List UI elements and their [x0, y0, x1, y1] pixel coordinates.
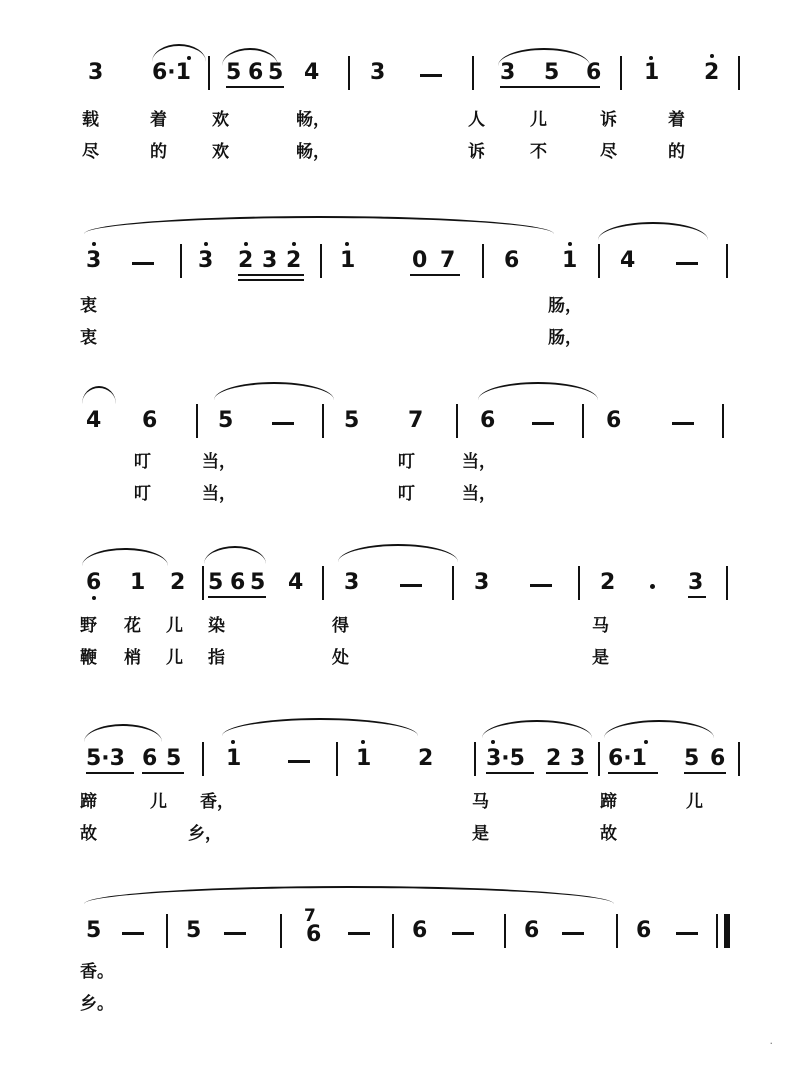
- note: 7: [440, 248, 456, 273]
- hold-dash: [562, 932, 584, 935]
- lyric: 梢: [124, 648, 141, 668]
- lyric: 的: [150, 142, 167, 162]
- note: 6: [524, 918, 540, 943]
- note: 5: [226, 60, 242, 85]
- lyric: 尽: [600, 142, 617, 162]
- note: 5: [86, 918, 102, 943]
- lyric: 当，: [202, 452, 236, 472]
- barline: [208, 56, 210, 90]
- hold-dash: [132, 262, 154, 265]
- note: 4: [620, 248, 636, 273]
- slur-arc: [84, 724, 162, 742]
- note: 2: [600, 570, 616, 595]
- lyric: 人: [468, 110, 485, 130]
- octave-dot-high: [231, 740, 235, 744]
- note: 3: [262, 248, 278, 273]
- barline: [456, 404, 458, 438]
- barline: [336, 742, 338, 776]
- accidental-seven: 7: [304, 906, 316, 926]
- octave-dot-high: [710, 54, 714, 58]
- note: 4: [86, 408, 102, 433]
- augmentation-dot: [650, 584, 655, 589]
- lyric: 蹄: [80, 792, 97, 812]
- beam: [688, 596, 706, 598]
- lyric: 当，: [462, 452, 496, 472]
- note: 3: [198, 248, 214, 273]
- lyric: 儿: [150, 792, 167, 812]
- beam: [684, 772, 726, 774]
- note: 0: [412, 248, 428, 273]
- barline: [620, 56, 622, 90]
- lyric: 肠，: [548, 328, 582, 348]
- music-system-2: [0, 210, 791, 350]
- note: 6: [86, 570, 102, 595]
- hold-dash: [288, 760, 310, 763]
- lyric: 香。: [80, 962, 114, 982]
- slur-arc: [82, 548, 168, 566]
- note: 5: [208, 570, 224, 595]
- note: 1: [340, 248, 356, 273]
- lyric: 当，: [462, 484, 496, 504]
- slur-arc: [82, 386, 116, 404]
- barline: [722, 404, 724, 438]
- lyric: 欢: [212, 110, 229, 130]
- hold-dash: [272, 422, 294, 425]
- note: 5: [250, 570, 266, 595]
- octave-dot-high: [568, 242, 572, 246]
- lyric: 指: [208, 648, 225, 668]
- barline: [598, 742, 600, 776]
- barline: [616, 914, 618, 948]
- lyric: 故: [80, 824, 97, 844]
- beam: [142, 772, 184, 774]
- note: 3·5: [486, 746, 525, 771]
- note: 3: [344, 570, 360, 595]
- octave-dot-high: [361, 740, 365, 744]
- note: 3: [688, 570, 704, 595]
- lyric: 畅，: [296, 110, 330, 130]
- note: 3: [570, 746, 586, 771]
- barline: [726, 566, 728, 600]
- note: 3: [500, 60, 516, 85]
- music-system-6: [0, 880, 791, 1020]
- lyric: 马: [592, 616, 609, 636]
- lyric: 儿: [166, 648, 183, 668]
- lyric: 是: [472, 824, 489, 844]
- note: 6·1: [608, 746, 647, 771]
- note: 7: [408, 408, 424, 433]
- lyric: 欢: [212, 142, 229, 162]
- barline: [180, 244, 182, 278]
- lyric: 香，: [200, 792, 234, 812]
- slur-arc: [598, 222, 708, 240]
- barline: [348, 56, 350, 90]
- beam: [86, 772, 134, 774]
- note: 2: [170, 570, 186, 595]
- octave-dot-high: [187, 56, 191, 60]
- note: 5·3: [86, 746, 125, 771]
- slur-arc: [338, 544, 458, 562]
- note: 6: [412, 918, 428, 943]
- final-barline-thick: [724, 914, 730, 948]
- octave-dot-high: [92, 242, 96, 246]
- lyric: 儿: [686, 792, 703, 812]
- note: 5: [166, 746, 182, 771]
- lyric: 野: [80, 616, 97, 636]
- hold-dash: [672, 422, 694, 425]
- beam: [546, 772, 588, 774]
- final-barline-thin: [716, 914, 718, 948]
- slur-arc: [204, 546, 266, 564]
- barline: [738, 742, 740, 776]
- lyric: 染: [208, 616, 225, 636]
- hold-dash: [676, 932, 698, 935]
- note: 2: [286, 248, 302, 273]
- lyric: 蹄: [600, 792, 617, 812]
- music-system-4: [0, 540, 791, 680]
- barline: [322, 566, 324, 600]
- note: 1: [562, 248, 578, 273]
- lyric: 的: [668, 142, 685, 162]
- note: 6: [504, 248, 520, 273]
- barline: [598, 244, 600, 278]
- lyric: 尽: [82, 142, 99, 162]
- note: 5: [344, 408, 360, 433]
- note: 4: [304, 60, 320, 85]
- note: 3: [88, 60, 104, 85]
- note: 2: [546, 746, 562, 771]
- music-system-5: [0, 714, 791, 854]
- note: 1: [356, 746, 372, 771]
- note: 2: [238, 248, 254, 273]
- hold-dash: [676, 262, 698, 265]
- lyric: 肠，: [548, 296, 582, 316]
- note: 1: [644, 60, 660, 85]
- hold-dash: [224, 932, 246, 935]
- octave-dot-high: [491, 740, 495, 744]
- barline: [392, 914, 394, 948]
- note: 6: [710, 746, 726, 771]
- note: 5: [268, 60, 284, 85]
- note: 6: [230, 570, 246, 595]
- note: 6: [586, 60, 602, 85]
- barline: [280, 914, 282, 948]
- beam: [500, 86, 600, 88]
- note: 2: [418, 746, 434, 771]
- lyric: 叮: [134, 484, 151, 504]
- beam: [226, 86, 284, 88]
- slur-arc: [84, 216, 554, 234]
- lyric: 乡，: [188, 824, 222, 844]
- barline: [202, 742, 204, 776]
- note: 6: [142, 408, 158, 433]
- lyric: 儿: [166, 616, 183, 636]
- lyric: 儿: [530, 110, 547, 130]
- lyric: 鞭: [80, 648, 97, 668]
- barline: [582, 404, 584, 438]
- note: 6: [606, 408, 622, 433]
- lyric: 着: [150, 110, 167, 130]
- hold-dash: [400, 584, 422, 587]
- lyric: 叮: [134, 452, 151, 472]
- lyric: 不: [530, 142, 547, 162]
- note: 5: [684, 746, 700, 771]
- barline: [196, 404, 198, 438]
- lyric: 乡。: [80, 994, 114, 1014]
- note: 2: [704, 60, 720, 85]
- lyric: 马: [472, 792, 489, 812]
- hold-dash: [122, 932, 144, 935]
- lyric: 花: [124, 616, 141, 636]
- barline: [320, 244, 322, 278]
- beam: [608, 772, 658, 774]
- lyric: 是: [592, 648, 609, 668]
- slur-arc: [222, 718, 418, 736]
- lyric: 得: [332, 616, 349, 636]
- octave-dot-high: [244, 242, 248, 246]
- octave-dot-high: [292, 242, 296, 246]
- note: 1: [130, 570, 146, 595]
- lyric: 衷: [80, 296, 97, 316]
- barline: [452, 566, 454, 600]
- hold-dash: [530, 584, 552, 587]
- beam: [208, 596, 266, 598]
- lyric: 畅，: [296, 142, 330, 162]
- lyric: 叮: [398, 484, 415, 504]
- hold-dash: [532, 422, 554, 425]
- beam: [238, 274, 304, 276]
- lyric: 当，: [202, 484, 236, 504]
- lyric: 处: [332, 648, 349, 668]
- slur-arc: [214, 382, 334, 400]
- barline: [202, 566, 204, 600]
- note: 3: [86, 248, 102, 273]
- note: 5: [218, 408, 234, 433]
- barline: [738, 56, 740, 90]
- lyric: 诉: [468, 142, 485, 162]
- octave-dot-high: [644, 740, 648, 744]
- note: 4: [288, 570, 304, 595]
- music-system-3: [0, 378, 791, 508]
- slur-arc: [478, 382, 598, 400]
- hold-dash: [420, 74, 442, 77]
- octave-dot-high: [345, 242, 349, 246]
- barline: [726, 244, 728, 278]
- lyric: 叮: [398, 452, 415, 472]
- note: 6: [306, 922, 322, 947]
- note: 6: [248, 60, 264, 85]
- slur-arc: [604, 720, 714, 738]
- music-system-1: [0, 34, 791, 174]
- beam: [486, 772, 534, 774]
- barline: [166, 914, 168, 948]
- barline: [322, 404, 324, 438]
- note: 6: [636, 918, 652, 943]
- note: 3: [370, 60, 386, 85]
- lyric: 诉: [600, 110, 617, 130]
- slur-arc: [482, 720, 592, 738]
- barline: [482, 244, 484, 278]
- lyric: 衷: [80, 328, 97, 348]
- barline: [474, 742, 476, 776]
- octave-dot-high: [649, 56, 653, 60]
- barline: [578, 566, 580, 600]
- lyric: 载: [82, 110, 99, 130]
- note: 1: [226, 746, 242, 771]
- beam: [238, 279, 304, 281]
- note: 6: [480, 408, 496, 433]
- note: 5: [186, 918, 202, 943]
- lyric: 着: [668, 110, 685, 130]
- octave-dot-high: [204, 242, 208, 246]
- hold-dash: [348, 932, 370, 935]
- note: 6: [142, 746, 158, 771]
- barline: [504, 914, 506, 948]
- slur-arc: [84, 886, 614, 904]
- barline: [472, 56, 474, 90]
- hold-dash: [452, 932, 474, 935]
- page-corner-mark: .: [769, 1034, 773, 1047]
- note: 3: [474, 570, 490, 595]
- beam: [410, 274, 460, 276]
- note: 6·1: [152, 60, 191, 85]
- note: 5: [544, 60, 560, 85]
- lyric: 故: [600, 824, 617, 844]
- octave-dot-low: [92, 596, 96, 600]
